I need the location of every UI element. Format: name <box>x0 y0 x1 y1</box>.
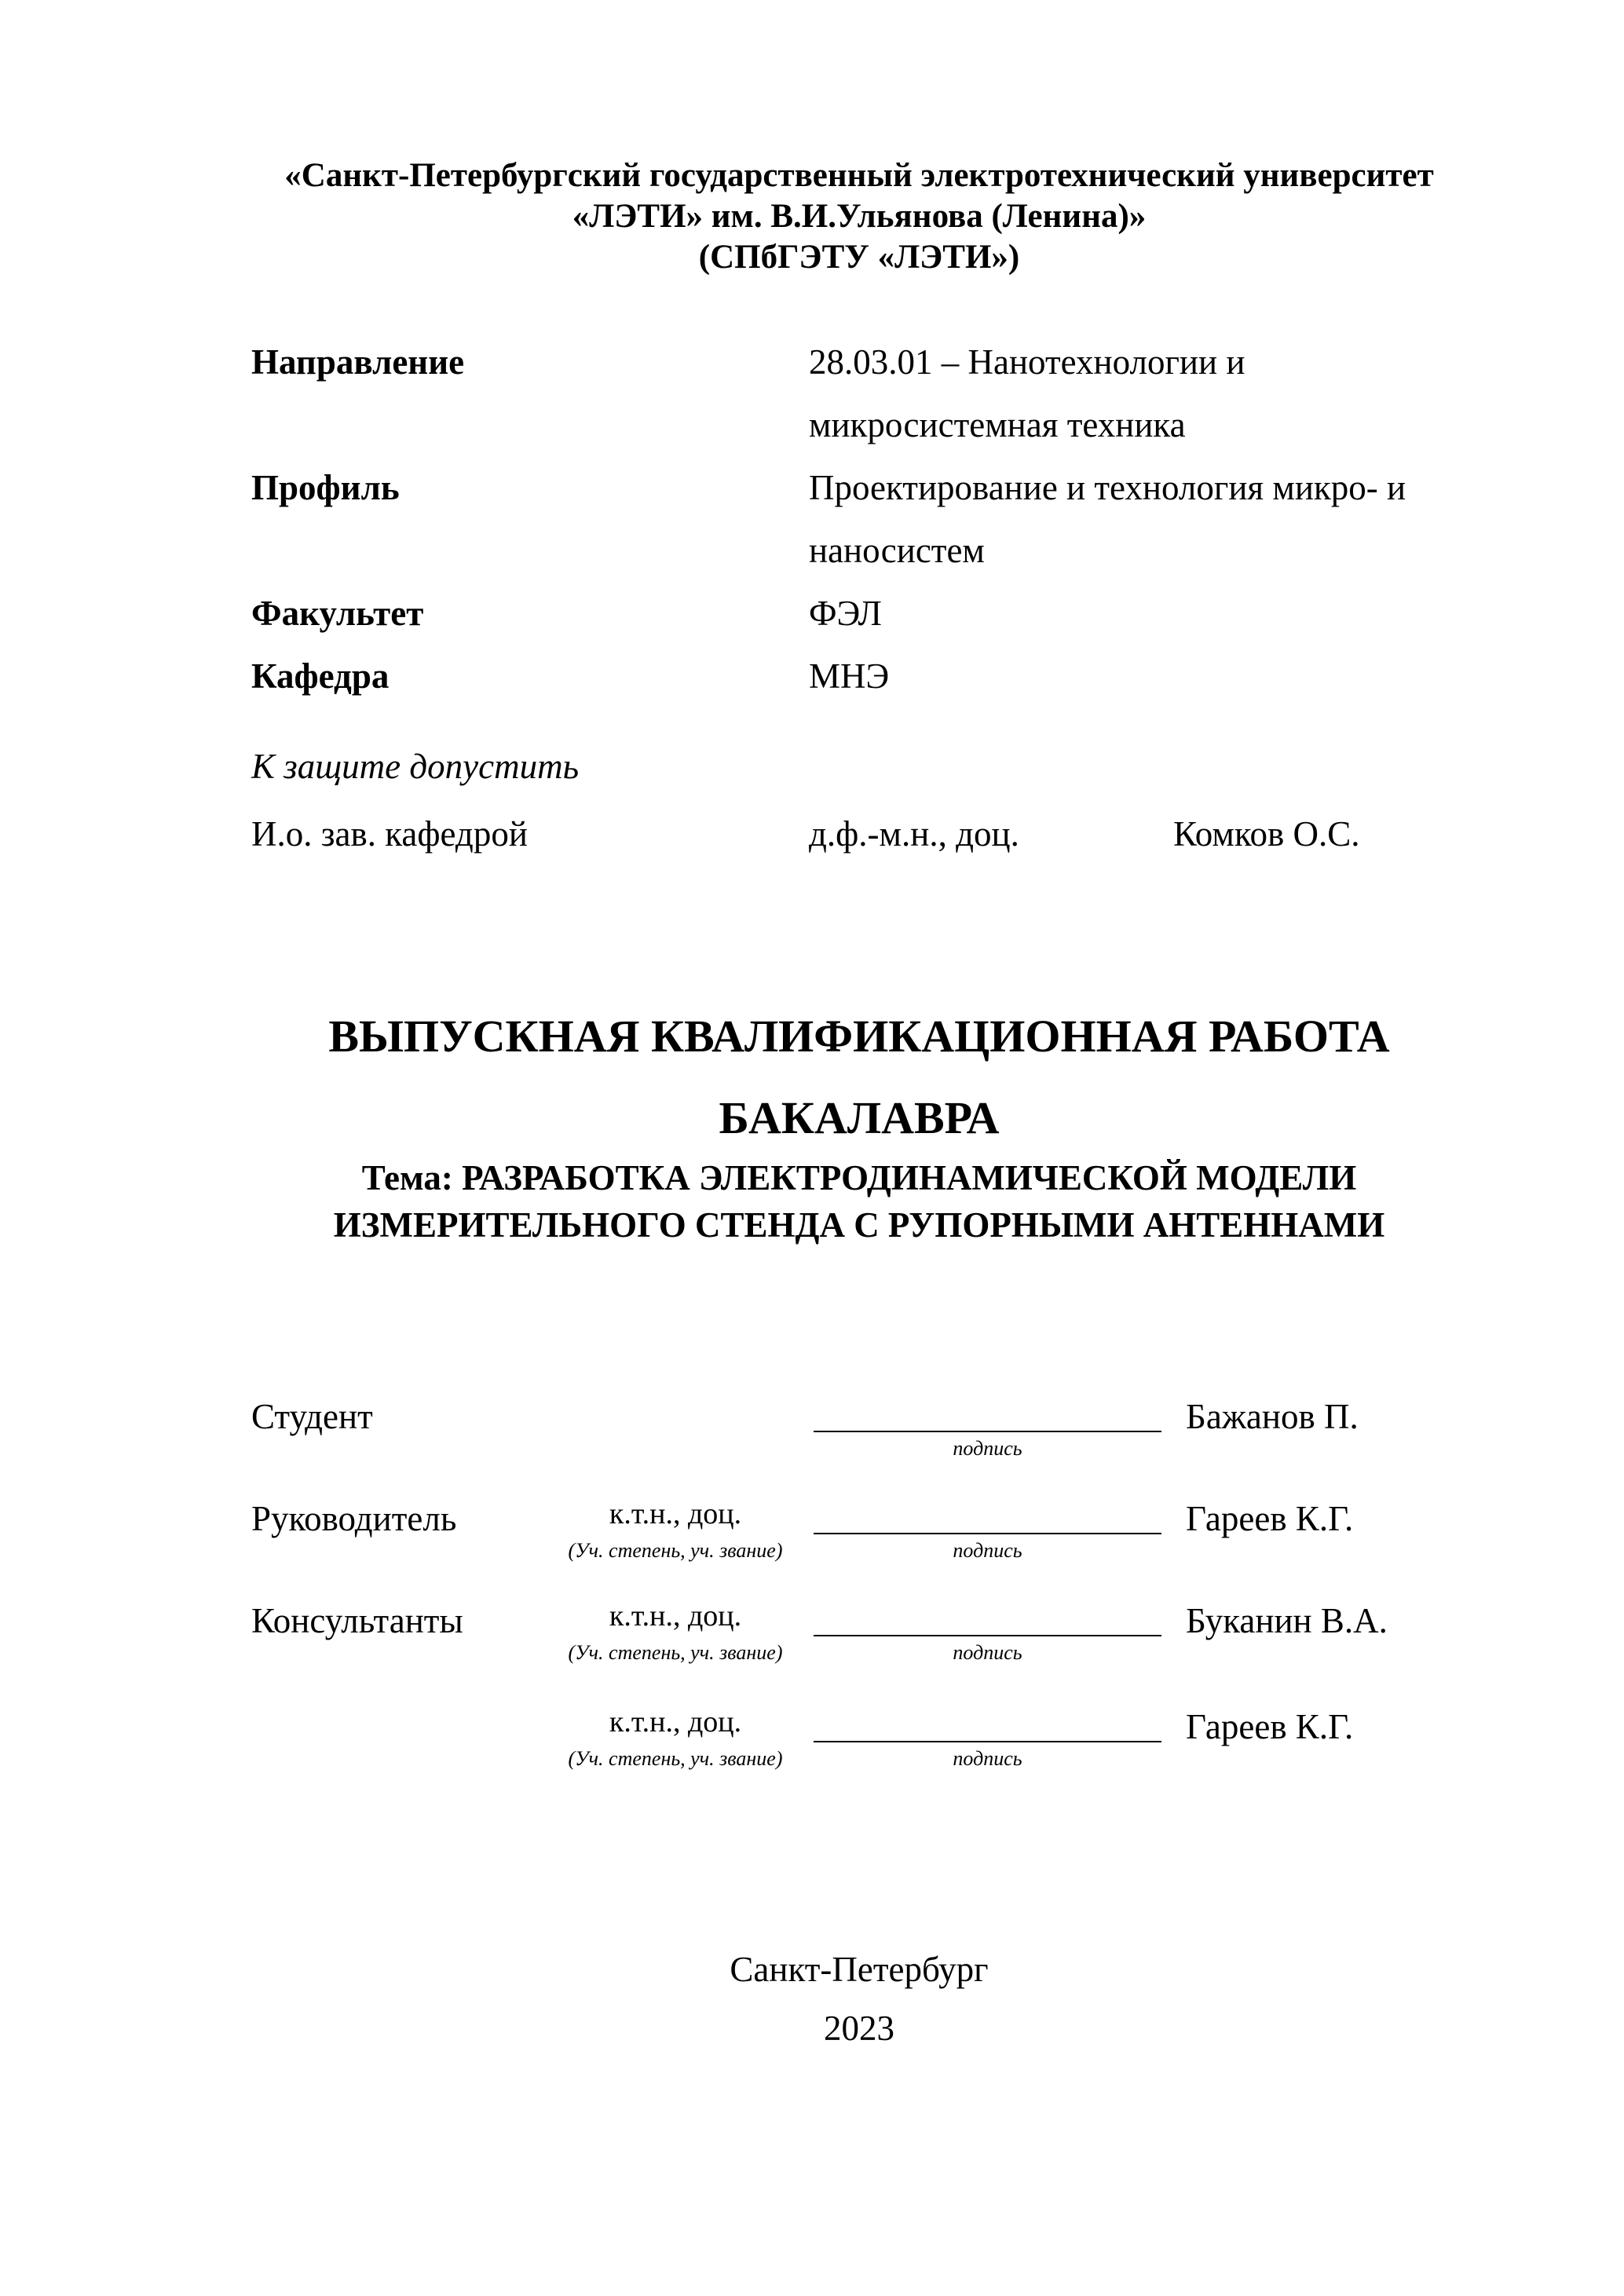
signature-line <box>814 1492 1161 1534</box>
head-position: И.о. зав. кафедрой <box>251 814 528 854</box>
field-direction <box>251 331 1467 456</box>
work-theme: Тема: РАЗРАБОТКА ЭЛЕКТРОДИНАМИЧЕСКОЙ МОДЕЛИ ИЗМЕРИТЕЛЬНОГО СТЕНДА С РУПОРНЫМИ АНТЕННАМИ <box>333 1158 1385 1245</box>
signature-caption: подпись <box>953 1437 1022 1460</box>
degree-caption: (Уч. степень, уч. звание) <box>568 1539 783 1562</box>
signature-caption: подпись <box>953 1641 1022 1664</box>
field-faculty <box>251 582 1467 645</box>
field-value: 28.03.01 – Нанотехнологии и микросистемная техника <box>809 342 1245 444</box>
signature-row-student <box>251 1390 1467 1492</box>
degree-caption: (Уч. степень, уч. звание) <box>568 1641 783 1664</box>
degree-cell <box>542 1594 809 1665</box>
role-label: Руководитель <box>251 1499 457 1538</box>
head-name: Комков О.С. <box>1173 814 1360 854</box>
university-name-line3: (СПбГЭТУ «ЛЭТИ») <box>698 239 1020 276</box>
field-label: Направление <box>251 342 465 382</box>
field-profile <box>251 456 1467 582</box>
degree-cell <box>542 1700 809 1771</box>
work-type-title <box>251 996 1467 1159</box>
signatory-name: Гареев К.Г. <box>1186 1499 1354 1538</box>
degree-label: к.т.н., доц. <box>609 1706 742 1738</box>
signature-row-supervisor <box>251 1492 1467 1594</box>
university-name-line1: «Санкт-Петербургский государственный электротехнический университет <box>284 157 1434 194</box>
degree-label: к.т.н., доц. <box>609 1600 742 1632</box>
footer-year: 2023 <box>824 2009 894 2048</box>
signatory-name: Буканин В.А. <box>1186 1601 1388 1640</box>
university-name-line2: «ЛЭТИ» им. В.И.Ульянова (Ленина)» <box>572 198 1147 235</box>
work-type-line2: БАКАЛАВРА <box>719 1092 1000 1143</box>
signature-row-consultant-2 <box>251 1700 1467 1802</box>
admission-note: К защите допустить <box>251 747 580 786</box>
signature-row-consultant-1 <box>251 1594 1467 1696</box>
field-value: МНЭ <box>809 656 890 696</box>
field-label: Кафедра <box>251 656 390 696</box>
field-label: Факультет <box>251 594 424 633</box>
degree-label: к.т.н., доц. <box>609 1497 742 1530</box>
university-name <box>251 155 1467 278</box>
signature-line <box>814 1594 1161 1636</box>
signatory-name: Бажанов П. <box>1186 1397 1359 1436</box>
field-department <box>251 645 1467 707</box>
work-type-line1: ВЫПУСКНАЯ КВАЛИФИКАЦИОННАЯ РАБОТА <box>328 1011 1390 1062</box>
footer-city: Санкт-Петербург <box>730 1950 989 1989</box>
page-content <box>251 0 1467 2296</box>
head-degree: д.ф.-м.н., доц. <box>809 814 1019 854</box>
program-info <box>251 331 1467 707</box>
signatory-name: Гареев К.Г. <box>1186 1707 1354 1746</box>
signature-caption: подпись <box>953 1747 1022 1770</box>
role-label: Консультанты <box>251 1601 463 1640</box>
role-label: Студент <box>251 1397 373 1436</box>
degree-cell <box>542 1492 809 1563</box>
field-value: Проектирование и технология микро- и наносистем <box>809 468 1406 570</box>
field-label: Профиль <box>251 468 400 507</box>
admission-block <box>251 735 1467 865</box>
signature-line <box>814 1390 1161 1432</box>
field-value: ФЭЛ <box>809 594 882 633</box>
degree-caption: (Уч. степень, уч. звание) <box>568 1747 783 1770</box>
admission-row <box>251 803 1467 865</box>
signature-line <box>814 1700 1161 1742</box>
signature-caption: подпись <box>953 1539 1022 1562</box>
